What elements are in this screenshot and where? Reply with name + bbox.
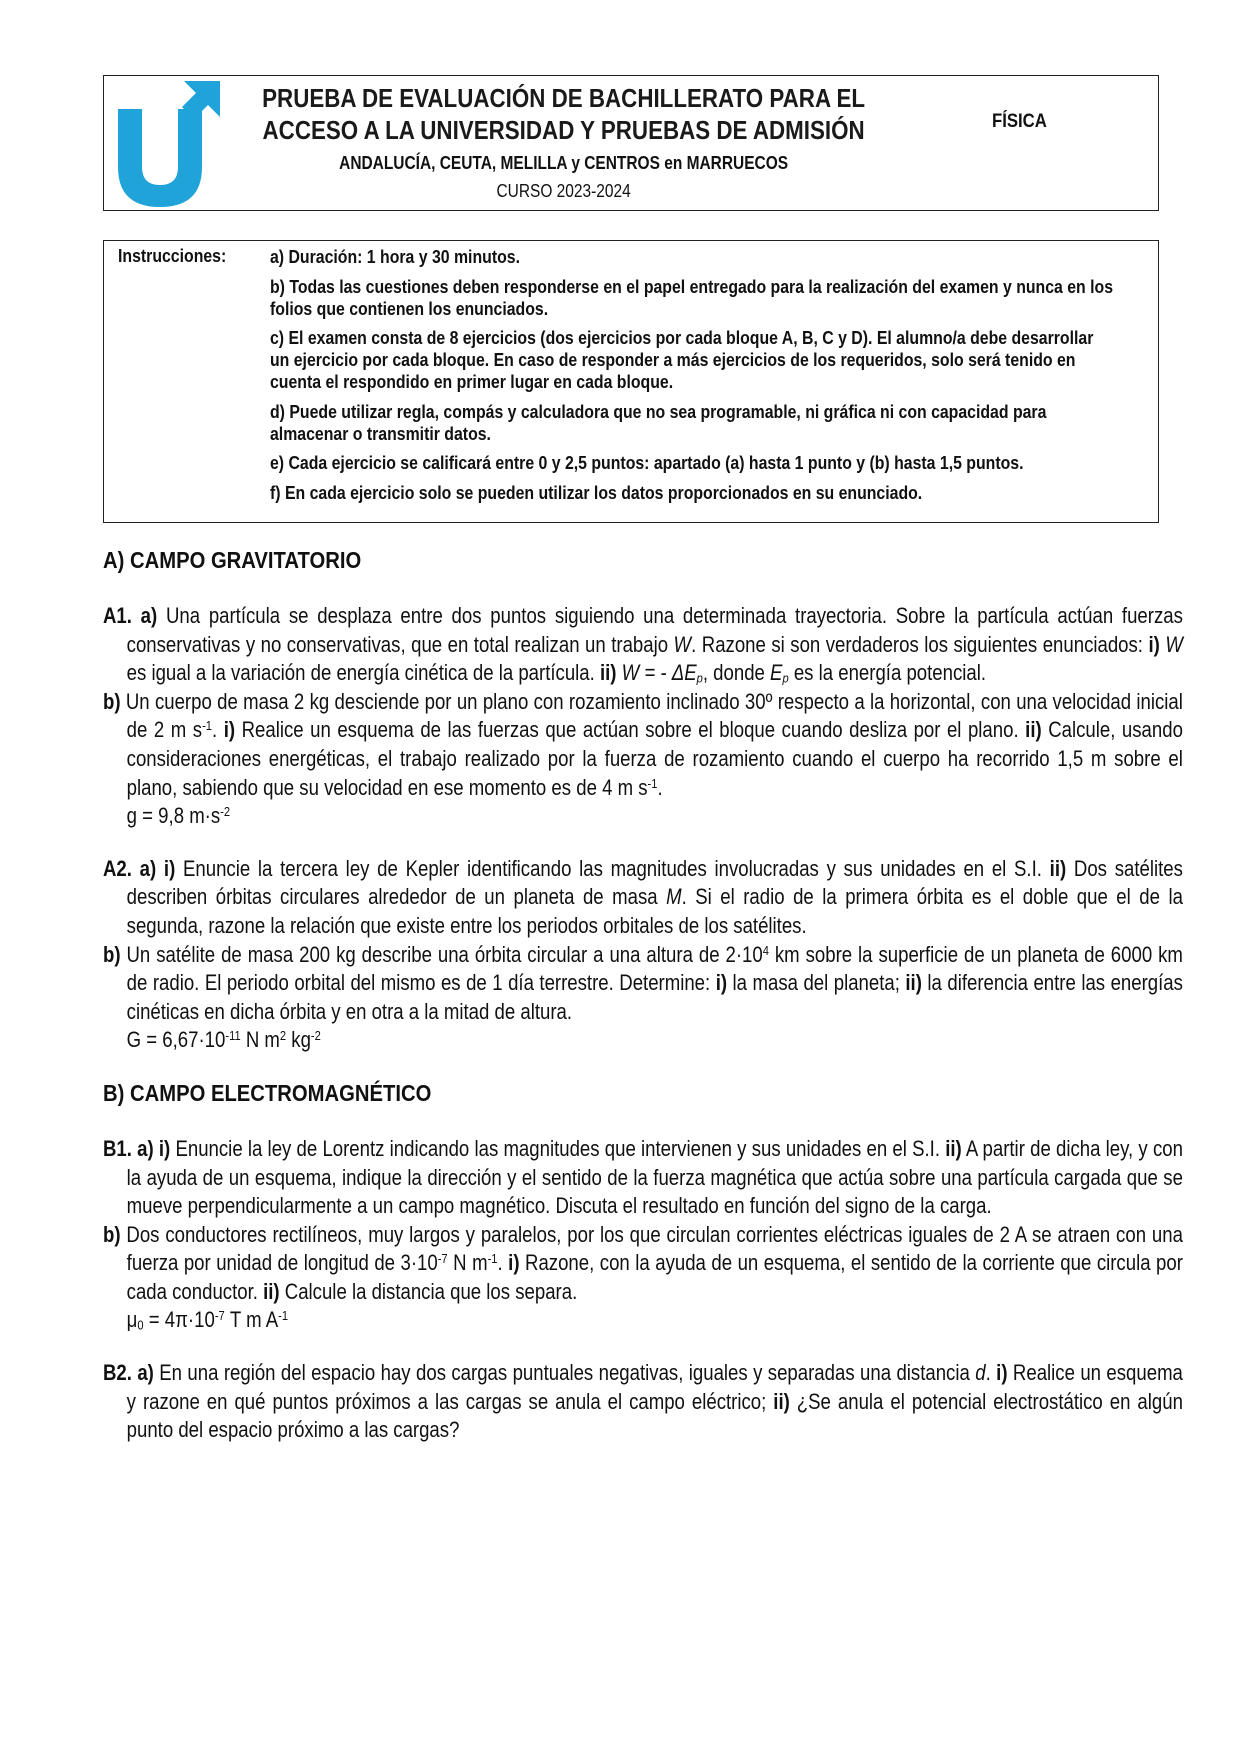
exercise-part: b) Un cuerpo de masa 2 kg desciende por un plano con rozamiento inclinado 30º respecto a la horizontal, con una velocidad inicial de 2 m $s^{-1}$. i) Realice un esquema de las fuerzas que actúan sobre el bloque cuando desliza por el plano. ii) Calcule, usando consideraciones energéticas, el trabajo realizado por la fuerza de rozamiento cuando el cuerpo ha recorrido 1,5 m sobre el plano, sabiendo que su velocidad en ese momento es de 4 m $s^{-1}$. bbox=[103, 688, 1183, 800]
exercise-constant: g = 9,8 $m\cdot s^{-2}$ bbox=[126, 803, 231, 829]
section-title-a: A) CAMPO GRAVITATORIO bbox=[103, 547, 362, 573]
exercise-part: B2. a) En una región del espacio hay dos cargas puntuales negativas, iguales y separadas una distancia d. i) Realice un esquema y razone en qué puntos próximos a las cargas se anula el campo eléctrico; ii) ¿Se anula el potencial electrostático en algún punto del espacio próximo a las cargas? bbox=[103, 1360, 1183, 1443]
instruction-item: c) El examen consta de 8 ejercicios (dos ejercicios por cada bloque A, B, C y D). El alumno/a debe desarrollar un ejercicio por cada bloque. En caso de responder a más ejercicios de los requeridos, solo será tenido en cuenta el respondido en primer lugar en cada bloque. bbox=[270, 328, 1094, 392]
exercise-part: b) Un satélite de masa 200 kg describe una órbita circular a una altura de $2\cdot 10^4$ km sobre la superficie de un planeta de 6000 km de radio. El periodo orbital del mismo es de 1 día terrestre. Determine: i) la masa del planeta; ii) la diferencia entre las energías cinéticas en dicha órbita y en otra a la mitad de altura. bbox=[103, 941, 1183, 1024]
exam-region: ANDALUCÍA, CEUTA, MELILLA y CENTROS en MARRUECOS bbox=[339, 153, 789, 173]
exam-subject: FÍSICA bbox=[992, 111, 1047, 132]
instruction-item: e) Cada ejercicio se calificará entre 0 y 2,5 puntos: apartado (a) hasta 1 punto y (b) hasta 1,5 puntos. bbox=[270, 453, 1024, 473]
instructions-label: Instrucciones: bbox=[118, 246, 227, 266]
instructions-box bbox=[103, 240, 1159, 523]
logo-u-shape bbox=[118, 109, 202, 207]
exercise-part: B1. a) i) Enuncie la ley de Lorentz indicando las magnitudes que intervienen y sus unidades en el S.I. ii) A partir de dicha ley, y con la ayuda de un esquema, indique la dirección y el sentido de la fuerza magnética que actúa sobre una partícula cargada que se mueve perpendicularmente a un campo magnético. Discuta el resultado en función del signo de la carga. bbox=[103, 1135, 1183, 1219]
exercise-part: A2. a) i) Enuncie la tercera ley de Kepler identificando las magnitudes involucradas y sus unidades en el S.I. ii) Dos satélites describen órbitas circulares alrededor de un planeta de masa M. Si el radio de la primera órbita es el doble que el de la segunda, razone la relación que existe entre los periodos orbitales de los satélites. bbox=[103, 855, 1183, 938]
exam-header bbox=[103, 75, 1159, 211]
exercise-b2 bbox=[103, 1359, 1183, 1445]
exercise-part: A1. a) Una partícula se desplaza entre dos puntos siguiendo una determinada trayectoria. Sobre la partícula actúan fuerzas conservativas y no conservativas, que en total realizan un trabajo W. Razone si son verdaderos los siguientes enunciados: i) W es igual a la variación de energía cinética de la partícula. ii) W = - $\Delta E_p$, donde $E_p$ es la energía potencial. bbox=[103, 603, 1183, 686]
exercise-constant: $\mu_0 = 4\pi\cdot 10^{-7}$ T m $A^{-1}$ bbox=[126, 1307, 289, 1334]
exercise-part: b) Dos conductores rectilíneos, muy largos y paralelos, por los que circulan corrientes eléctricas iguales de 2 A se atraen con una fuerza por unidad de longitud de $3\cdot 10^{-7}$ N $m^{-1}$. i) Razone, con la ayuda de un esquema, el sentido de la corriente que circula por cada conductor. ii) Calcule la distancia que los separa. bbox=[103, 1221, 1183, 1304]
instructions-list bbox=[270, 246, 1115, 511]
section-title-b: B) CAMPO ELECTROMAGNÉTICO bbox=[103, 1079, 432, 1106]
exercise-constant: $G = 6,67\cdot 10^{-11}$ N $m^2$ $kg^{-2}$ bbox=[126, 1027, 321, 1053]
instruction-item: b) Todas las cuestiones deben responderse en el papel entregado para la realización del examen y nunca en los folios que contienen los enunciados. bbox=[270, 276, 1114, 319]
header-titles bbox=[254, 82, 873, 204]
exercise-a2 bbox=[103, 855, 1183, 1055]
exam-title-line1: PRUEBA DE EVALUACIÓN DE BACHILLERATO PARA EL bbox=[262, 83, 866, 113]
instruction-item: a) Duración: 1 hora y 30 minutos. bbox=[270, 247, 520, 267]
u-arrow-logo-icon bbox=[112, 79, 222, 207]
exam-course: CURSO 2023-2024 bbox=[496, 181, 631, 201]
instruction-item: d) Puede utilizar regla, compás y calculadora que no sea programable, ni gráfica ni con capacidad para almacenar o transmitir datos. bbox=[270, 401, 1047, 444]
instruction-item: f) En cada ejercicio solo se pueden utilizar los datos proporcionados en su enunciado. bbox=[270, 482, 923, 503]
exercise-b1 bbox=[103, 1135, 1183, 1335]
exam-title-line2: ACCESO A LA UNIVERSIDAD Y PRUEBAS DE ADMISIÓN bbox=[262, 115, 865, 145]
exercise-a1 bbox=[103, 602, 1183, 831]
exam-content bbox=[103, 545, 1183, 1445]
